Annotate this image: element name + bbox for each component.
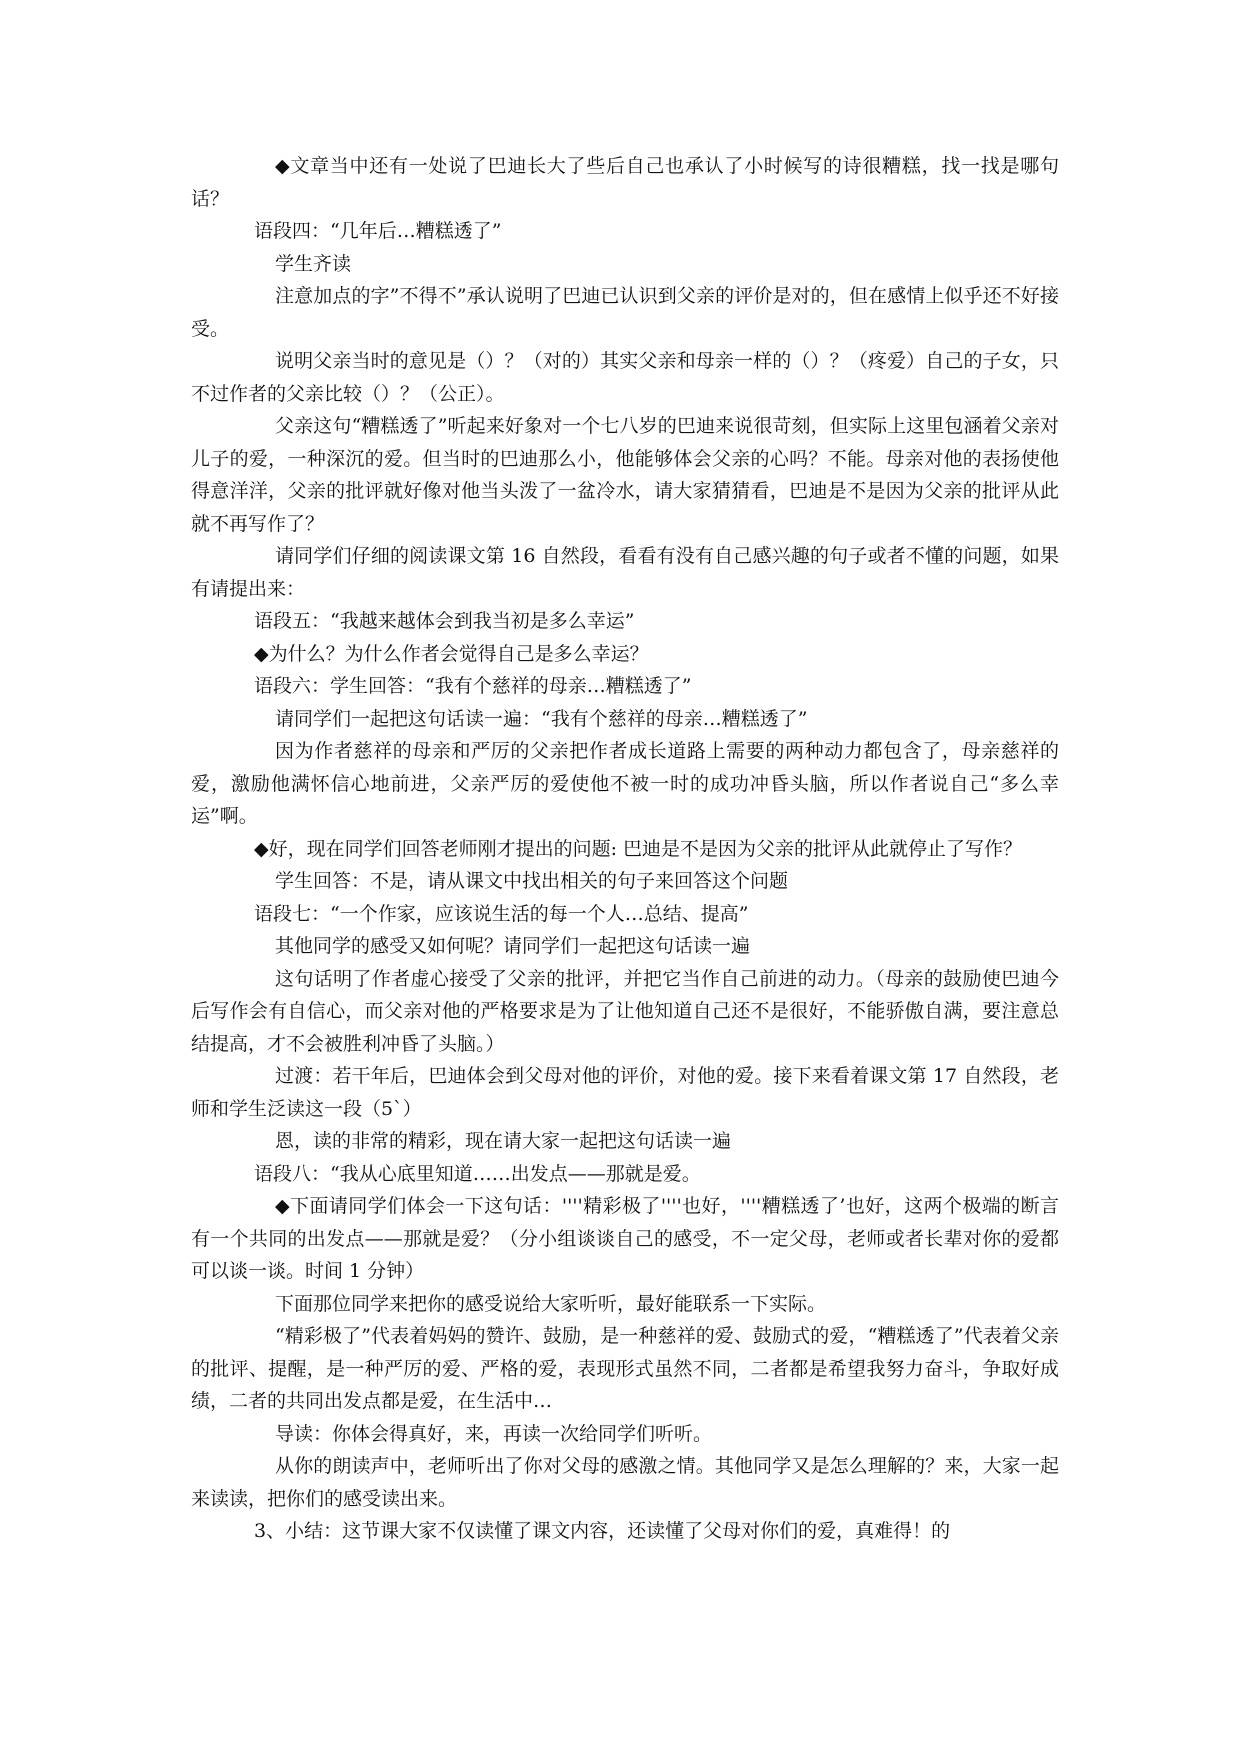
paragraph: 说明父亲当时的意见是（）？（对的）其实父亲和母亲一样的（）？（疼爱）自己的子女，只不过作者的父亲比较（）？（公正）。	[191, 350, 1059, 405]
paragraph: 请同学们一起把这句话读一遍：“我有个慈祥的母亲…糟糕透了”	[275, 707, 808, 730]
paragraph: 请同学们仔细的阅读课文第 16 自然段，看看有没有自己感兴趣的句子或者不懂的问题，如果有请提出来：	[191, 545, 1059, 600]
paragraph: 语段六：学生回答：“我有个慈祥的母亲…糟糕透了”	[254, 675, 692, 697]
paragraph: ◆下面请同学们体会一下这句话：''''精彩极了''''也好，''''糟糕透了’也好，这两个极端的断言有一个共同的出发点——那就是爱？（分小组谈谈自己的感受，不一定父母，老师或者长辈对你的爱都可以谈一谈。时间 1 分钟）	[191, 1195, 1059, 1282]
paragraph: ◆好，现在同学们回答老师刚才提出的问题: 巴迪是不是因为父亲的批评从此就停止了写作？	[254, 837, 1023, 860]
paragraph: 恩，读的非常的精彩，现在请大家一起把这句话读一遍	[275, 1130, 732, 1152]
paragraph: 导读：你体会得真好，来，再读一次给同学们听听。	[275, 1422, 713, 1445]
paragraph: 学生回答：不是，请从课文中找出相关的句子来回答这个问题	[275, 870, 789, 892]
paragraph: 3、小结：这节课大家不仅读懂了课文内容，还读懂了父母对你们的爱，真难得！的	[254, 1520, 951, 1542]
paragraph: 过渡：若干年后，巴迪体会到父母对他的评价，对他的爱。接下来看着课文第 17 自然段，老师和学生泛读这一段（5`）	[191, 1065, 1059, 1120]
paragraph: 语段八：“我从心底里知道……出发点——那就是爱。	[254, 1162, 701, 1185]
paragraph: ◆为什么？为什么作者会觉得自己是多么幸运？	[254, 642, 649, 665]
paragraph: 其他同学的感受又如何呢？请同学们一起把这句话读一遍	[275, 935, 751, 957]
paragraph: 语段四：“几年后…糟糕透了”	[254, 220, 502, 242]
paragraph: 注意加点的字”不得不”承认说明了巴迪已认识到父亲的评价是对的，但在感情上似乎还不好接受。	[191, 285, 1059, 340]
paragraph: 因为作者慈祥的母亲和严厉的父亲把作者成长道路上需要的两种动力都包含了，母亲慈祥的爱，激励他满怀信心地前进，父亲严厉的爱使他不被一时的成功冲昏头脑，所以作者说自己“多么幸运”啊。	[191, 740, 1059, 827]
document-body	[191, 150, 1059, 1548]
paragraph: 语段七：“一个作家，应该说生活的每一个人…总结、提高”	[254, 902, 749, 925]
paragraph: 下面那位同学来把你的感受说给大家听听，最好能联系一下实际。	[275, 1292, 827, 1315]
paragraph: 从你的朗读声中，老师听出了你对父母的感激之情。其他同学又是怎么理解的？来，大家一起来读读，把你们的感受读出来。	[191, 1455, 1059, 1510]
paragraph: 语段五：“我越来越体会到我当初是多么幸运”	[254, 610, 635, 632]
paragraph: 这句话明了作者虚心接受了父亲的批评，并把它当作自己前进的动力。（母亲的鼓励使巴迪今后写作会有自信心，而父亲对他的严格要求是为了让他知道自己还不是很好，不能骄傲自满，要注意总结提高，才不会被胜利冲昏了头脑。）	[191, 967, 1059, 1055]
paragraph: ◆文章当中还有一处说了巴迪长大了些后自己也承认了小时候写的诗很糟糕，找一找是哪句话？	[191, 155, 1059, 210]
paragraph: 父亲这句“糟糕透了”听起来好象对一个七八岁的巴迪来说很苛刻，但实际上这里包涵着父亲对儿子的爱，一种深沉的爱。但当时的巴迪那么小，他能够体会父亲的心吗？不能。母亲对他的表扬使他得意洋洋，父亲的批评就好像对他当头泼了一盆冷水，请大家猜猜看，巴迪是不是因为父亲的批评从此就不再写作了？	[191, 415, 1059, 535]
paragraph: 学生齐读	[275, 252, 352, 275]
paragraph: “精彩极了”代表着妈妈的赞许、鼓励，是一种慈祥的爱、鼓励式的爱，“糟糕透了”代表着父亲的批评、提醒，是一种严厉的爱、严格的爱，表现形式虽然不同，二者都是希望我努力奋斗，争取好成绩，二者的共同出发点都是爱，在生活中…	[191, 1325, 1059, 1412]
